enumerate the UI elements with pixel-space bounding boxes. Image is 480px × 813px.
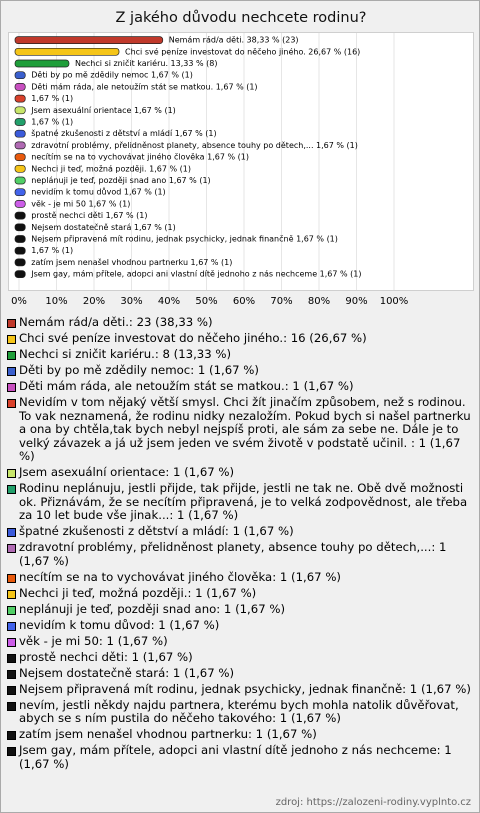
x-axis [1, 290, 480, 310]
legend-item [6, 651, 472, 665]
legend-swatch [7, 528, 16, 537]
legend-item [6, 667, 472, 681]
bar-label: Nemám rád/a děti. 38,33 % (23) [168, 35, 299, 45]
bar [15, 200, 25, 207]
legend-label: Chci své peníze investovat do něčeho jiného.: 16 (26,67 %) [19, 330, 367, 345]
bar-group [15, 36, 299, 45]
legend-label: zatím jsem nenašel vhodnou partnerku: 1 (1,67 %) [19, 727, 317, 742]
bar-label: věk - je mi 50 1,67 % (1) [31, 199, 131, 209]
bar [15, 119, 25, 126]
legend-label: Děti mám ráda, ale netoužím stát se matkou.: 1 (1,67 %) [19, 378, 354, 393]
bar-label: 1,67 % (1) [31, 94, 74, 104]
bar-label: Děti mám ráda, ale netoužím stát se matkou. 1,67 % (1) [31, 82, 258, 92]
bar [15, 130, 25, 137]
bar-group [15, 222, 176, 232]
legend-swatch [7, 590, 16, 599]
legend-label: Nejsem dostatečně stará: 1 (1,67 %) [19, 665, 235, 680]
bar-group [15, 118, 73, 127]
bar-label: necítím se na to vychovávat jiného člověka 1,67 % (1) [31, 152, 249, 162]
bar-group [15, 164, 191, 173]
legend-label: nevím, jestli někdy najdu partnera, kterému bych mohla natolik důvěřovat, abych se s ním pustila do něčeho takového: 1 (1,67 %) [19, 697, 459, 726]
legend-item [6, 396, 472, 464]
bar-label: Děti by po mě zdědily nemoc 1,67 % (1) [31, 70, 193, 80]
legend-swatch [7, 686, 16, 695]
bar-label: špatné zkušenosti z dětství a mládí 1,67 % (1) [31, 129, 217, 139]
x-tick-label: 90% [345, 296, 368, 307]
bar-group [15, 71, 193, 80]
legend-label: Nemám rád/a děti.: 23 (38,33 %) [19, 315, 213, 329]
legend-label: prostě nechci děti: 1 (1,67 %) [19, 649, 193, 664]
bar [15, 165, 25, 172]
legend-label: necítím se na to vychovávat jiného člověka: 1 (1,67 %) [19, 570, 341, 584]
x-tick-label: 10% [45, 296, 68, 307]
bar [15, 189, 25, 196]
legend-item [6, 348, 472, 362]
legend-label: Rodinu neplánuju, jestli přijde, tak přijde, jestli ne tak ne. Obě dvě možnosti ok. Přiznávám, že se necítím připravená, je to velká zodpovědnost, ale třeba za 10 let bude vše jinak...: 1 (1,67 %) [19, 481, 468, 523]
legend-label: Jsem gay, mám přítele, adopci ani vlastní dítě jednoho z nás nechceme: 1 (1,67 %) [19, 743, 452, 772]
bar [15, 271, 25, 278]
bar [15, 142, 25, 149]
bar-label: zdravotní problémy, přelidněnost planety, absence touhy po dětech,... 1,67 % (1) [31, 140, 358, 150]
bar-label: nevidím k tomu důvod 1,67 % (1) [31, 187, 166, 197]
legend-swatch [7, 606, 16, 615]
bar-label: 1,67 % (1) [31, 117, 74, 127]
legend [6, 316, 472, 774]
legend-swatch [7, 638, 16, 647]
bar-label: Chci své peníze investovat do něčeho jiného. 26,67 % (16) [125, 47, 361, 57]
legend-item [6, 466, 472, 480]
legend-item [6, 332, 472, 346]
bar-group [15, 46, 360, 56]
bar-label: Jsem asexuální orientace 1,67 % (1) [31, 105, 176, 115]
x-tick-label: 20% [82, 296, 106, 307]
bar-label: Nejsem dostatečně stará 1,67 % (1) [31, 222, 176, 232]
bar [15, 236, 25, 243]
legend-swatch [7, 383, 16, 392]
bar [15, 247, 25, 254]
legend-swatch [7, 367, 16, 376]
legend-swatch [7, 670, 16, 679]
legend-item [6, 728, 472, 742]
plot-area [8, 32, 474, 291]
bar-group [15, 152, 249, 162]
legend-label: Nevidím v tom nějaký větší smysl. Chci žít jinačím způsobem, než s rodinou. To vak neznamená, že rodinu nidky nezaložím. Pokud bych si našel partnerku a ona by chtěla,tak bych nebyl nejspíš proti, ale sám za sebe ne. Dále je to velký závazek a já už jsem jeden ve svém životě v podstatě učinil. : 1 (1,67 %) [19, 394, 471, 464]
bar-label: Nejsem připravená mít rodinu, jednak psychicky, jednak finančně 1,67 % (1) [31, 234, 338, 244]
legend-item [6, 316, 472, 330]
x-tick-label: 80% [307, 296, 331, 307]
bar-group [15, 246, 73, 255]
bar [15, 95, 25, 102]
legend-item [6, 603, 472, 617]
legend-item [6, 619, 472, 633]
x-tick-label: 40% [157, 296, 181, 307]
bar-group [15, 140, 358, 150]
legend-item [6, 683, 472, 697]
x-tick-label: 60% [232, 296, 256, 307]
legend-item [6, 587, 472, 601]
legend-swatch [7, 654, 16, 663]
bar-group [15, 58, 217, 68]
bar-group [15, 199, 130, 208]
legend-item [6, 364, 472, 378]
bar [15, 37, 163, 44]
x-tick-label: 70% [270, 296, 293, 307]
bar [15, 72, 25, 79]
legend-swatch [7, 544, 16, 553]
bar-label: zatím jsem nenašel vhodnou partnerku 1,67 % (1) [31, 257, 233, 267]
bar-label: neplánuji je teď, později snad ano 1,67 % (1) [31, 176, 211, 185]
legend-item [6, 635, 472, 649]
bar [15, 154, 25, 161]
legend-label: nevidím k tomu důvod: 1 (1,67 %) [19, 617, 220, 632]
legend-item [6, 482, 472, 523]
legend-swatch [7, 731, 16, 740]
legend-label: špatné zkušenosti z dětství a mládí: 1 (1,67 %) [19, 524, 294, 539]
bar [15, 224, 25, 231]
legend-label: věk - je mi 50: 1 (1,67 %) [19, 633, 168, 648]
bar-label: Nechci si zničit kariéru. 13,33 % (8) [74, 59, 218, 68]
bar [15, 48, 119, 55]
bar-group [15, 211, 147, 220]
source-text: zdroj: https://zalozeni-rodiny.vyplnto.cz [275, 797, 471, 808]
x-tick-label: 50% [195, 296, 218, 307]
x-tick-label: 30% [120, 296, 143, 307]
bar-group [15, 257, 232, 267]
bar-chart [9, 33, 473, 290]
legend-label: Nejsem připravená mít rodinu, jednak psychicky, jednak finančně: 1 (1,67 %) [19, 681, 471, 696]
legend-swatch [7, 747, 16, 756]
legend-swatch [7, 351, 16, 360]
legend-label: Děti by po mě zdědily nemoc: 1 (1,67 %) [19, 362, 259, 377]
bar [15, 107, 25, 114]
bar-group [15, 176, 211, 185]
legend-swatch [7, 702, 16, 711]
legend-label: Nechci ji teď, možná později.: 1 (1,67 %) [19, 585, 257, 600]
legend-label: zdravotní problémy, přelidněnost planety, absence touhy po dětech,...: 1 (1,67 %) [19, 540, 447, 569]
legend-swatch [7, 319, 16, 328]
legend-swatch [7, 574, 16, 583]
chart-title: Z jakého důvodu nechcete rodinu? [115, 10, 367, 26]
legend-item [6, 571, 472, 585]
legend-item [6, 380, 472, 394]
bar-group [15, 94, 73, 103]
bar-group [15, 270, 362, 279]
legend-swatch [7, 469, 16, 478]
legend-swatch [7, 622, 16, 631]
legend-label: Nechci si zničit kariéru.: 8 (13,33 %) [19, 346, 232, 361]
legend-item [6, 744, 472, 771]
bar [15, 177, 25, 184]
legend-label: neplánuji je teď, později snad ano: 1 (1,67 %) [19, 601, 286, 616]
bar-group [15, 128, 217, 138]
bar [15, 259, 25, 266]
bar [15, 83, 25, 90]
bar-group [15, 106, 176, 115]
legend-item [6, 699, 472, 726]
legend-item [6, 541, 472, 568]
bar-group [15, 234, 338, 244]
bar [15, 60, 69, 67]
bar-group [15, 82, 258, 91]
bar-label: Jsem gay, mám přítele, adopci ani vlastní dítě jednoho z nás nechceme 1,67 % (1) [31, 269, 362, 279]
bar-label: 1,67 % (1) [31, 246, 74, 256]
legend-label: Jsem asexuální orientace: 1 (1,67 %) [19, 465, 235, 480]
legend-swatch [7, 399, 16, 408]
legend-swatch [7, 485, 16, 494]
bar-label: prostě nechci děti 1,67 % (1) [31, 211, 148, 221]
x-tick-label: 100% [379, 296, 409, 307]
bar [15, 212, 25, 219]
legend-swatch [7, 335, 16, 344]
x-tick-label: 0% [11, 296, 27, 307]
legend-item [6, 525, 472, 539]
bar-label: Nechci ji teď, možná později. 1,67 % (1) [31, 164, 191, 174]
bar-group [15, 187, 166, 197]
